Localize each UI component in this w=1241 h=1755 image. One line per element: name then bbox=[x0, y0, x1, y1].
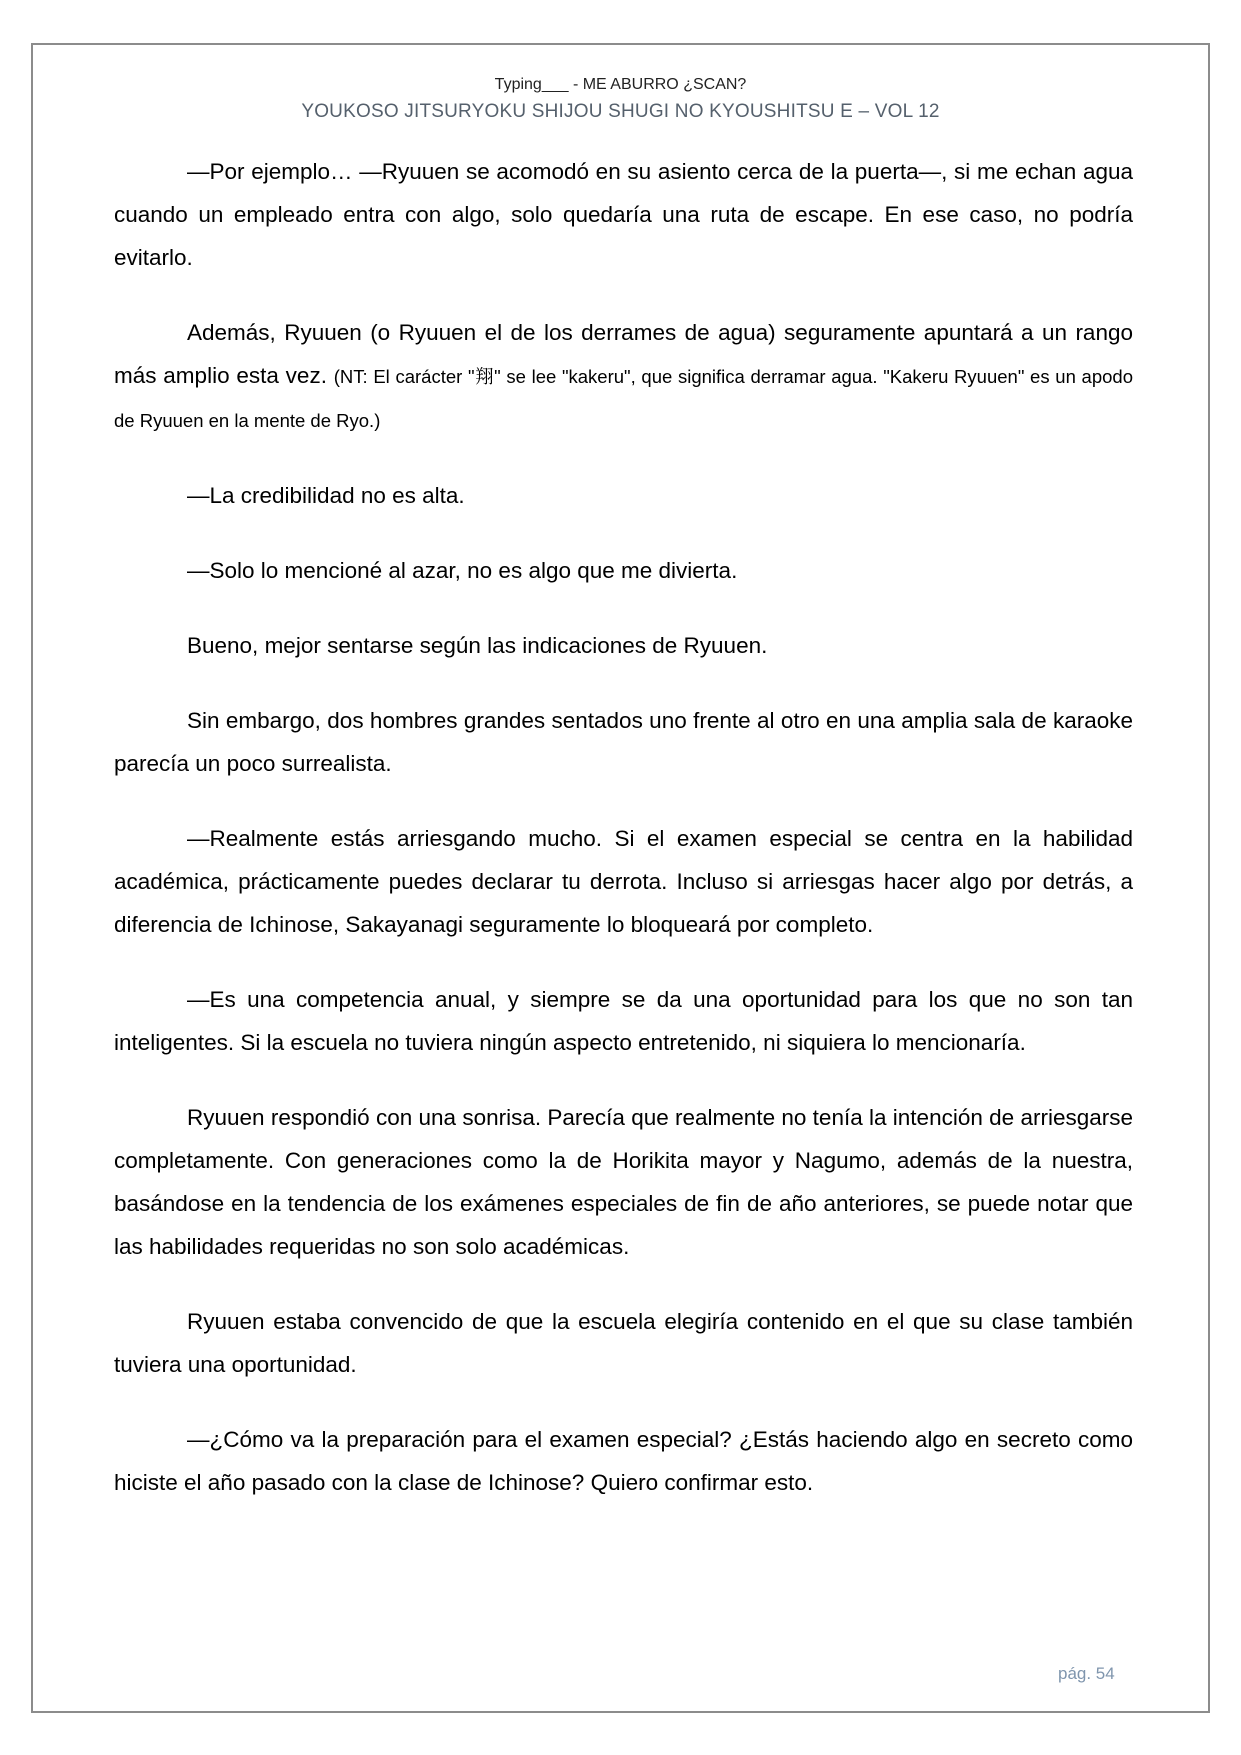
paragraph-text: Además, Ryuuen (o Ryuuen el de los derrames de agua) seguramente apuntará a un rango más amplio esta vez. bbox=[114, 320, 1133, 388]
paragraph: —Por ejemplo… —Ryuuen se acomodó en su asiento cerca de la puerta—, si me echan agua cuando un empleado entra con algo, solo quedaría una ruta de escape. En ese caso, no podría evitarlo. bbox=[114, 159, 1133, 270]
paragraph: Sin embargo, dos hombres grandes sentados uno frente al otro en una amplia sala de karaoke parecía un poco surrealista. bbox=[114, 708, 1133, 776]
header-line-1: Typing___ - ME ABURRO ¿SCAN? bbox=[494, 76, 747, 93]
paragraph: Bueno, mejor sentarse según las indicaciones de Ryuuen. bbox=[187, 633, 768, 658]
paragraph: Ryuuen respondió con una sonrisa. Parecía que realmente no tenía la intención de arriesgarse completamente. Con generaciones como la de Horikita mayor y Nagumo, además de la nuestra, basándose en la tendencia de los exámenes especiales de fin de año anteriores, se puede notar que las habilidades requeridas no son solo académicas. bbox=[114, 1105, 1133, 1259]
translator-note: (NT: El carácter "翔" se lee "kakeru", que significa derramar agua. "Kakeru Ryuuen" es un apodo de Ryuuen en la mente de Ryo.) bbox=[114, 366, 1133, 431]
paragraph: —¿Cómo va la preparación para el examen especial? ¿Estás haciendo algo en secreto como hiciste el año pasado con la clase de Ichinose? Quiero confirmar esto. bbox=[114, 1427, 1133, 1495]
header-line-2: YOUKOSO JITSURYOKU SHIJOU SHUGI NO KYOUSHITSU E – VOL 12 bbox=[301, 101, 940, 122]
paragraph: —Es una competencia anual, y siempre se da una oportunidad para los que no son tan inteligentes. Si la escuela no tuviera ningún aspecto entretenido, ni siquiera lo mencionaría. bbox=[114, 987, 1133, 1055]
page-body bbox=[114, 150, 1133, 1536]
paragraph: —La credibilidad no es alta. bbox=[187, 483, 465, 508]
paragraph: —Realmente estás arriesgando mucho. Si el examen especial se centra en la habilidad académica, prácticamente puedes declarar tu derrota. Incluso si arriesgas hacer algo por detrás, a diferencia de Ichinose, Sakayanagi seguramente lo bloqueará por completo. bbox=[114, 826, 1133, 937]
paragraph bbox=[114, 311, 1133, 442]
paragraph: Ryuuen estaba convencido de que la escuela elegiría contenido en el que su clase también tuviera una oportunidad. bbox=[114, 1309, 1133, 1377]
paragraph: —Solo lo mencioné al azar, no es algo que me divierta. bbox=[187, 558, 738, 583]
page-number: pág. 54 bbox=[1058, 1664, 1115, 1683]
